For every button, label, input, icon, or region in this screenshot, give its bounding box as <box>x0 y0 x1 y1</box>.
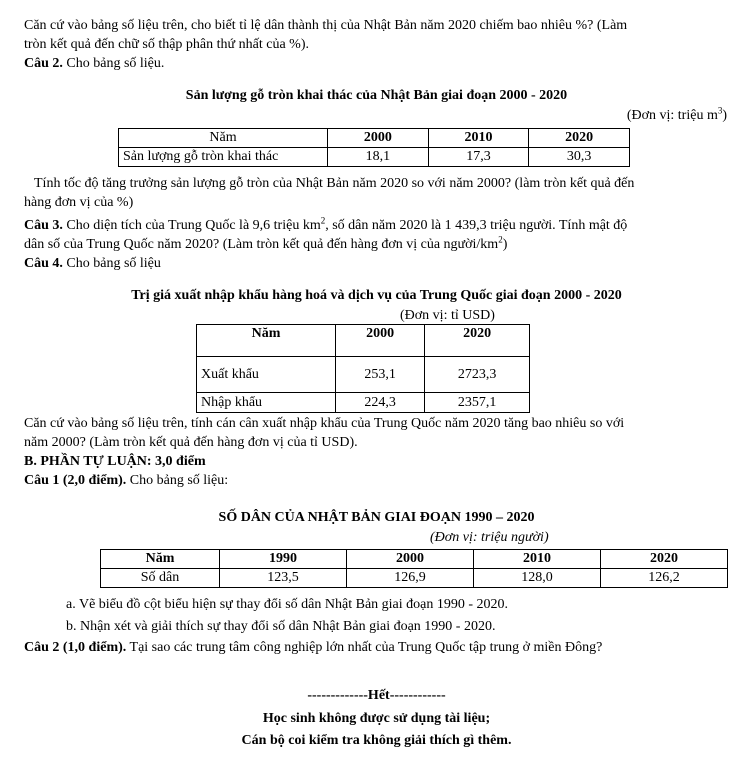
intro-line-2: tròn kết quả đến chữ số thập phân thứ nhất của %). <box>24 37 309 52</box>
essay1-unit: (Đơn vị: triệu người) <box>430 530 549 545</box>
essay1-item-b: b. Nhận xét và giải thích sự thay đổi số dân Nhật Bản giai đoạn 1990 - 2020. <box>66 619 496 634</box>
question-2-label: Câu 2. <box>24 56 63 71</box>
table-cell: 128,0 <box>474 569 601 588</box>
table-cell: 30,3 <box>529 148 630 167</box>
table-header-cell: 2000 <box>328 129 429 148</box>
part-b-heading: B. PHẦN TỰ LUẬN: 3,0 điểm <box>24 454 206 469</box>
table-cell: 253,1 <box>336 357 425 393</box>
q4-table-title: Trị giá xuất nhập khẩu hàng hoá và dịch vụ của Trung Quốc giai đoạn 2000 - 2020 <box>131 288 622 303</box>
q2-question-line-1: Tính tốc độ tăng trưởng sản lượng gỗ tròn của Nhật Bản năm 2020 so với năm 2000? (làm tròn kết quả đến <box>34 176 635 191</box>
table-cell: 123,5 <box>220 569 347 588</box>
end-marker: -------------Hết------------ <box>307 688 446 703</box>
table-cell: 126,2 <box>601 569 728 588</box>
table-cell: 2723,3 <box>425 357 530 393</box>
q3-line-1: Câu 3. Cho diện tích của Trung Quốc là 9,6 triệu $km^2$, số dân năm 2020 là 1 439,3 triệu người. Tính mật độ <box>24 215 628 233</box>
essay-1-intro: Câu 1 (2,0 điểm). Cho bảng số liệu: <box>24 473 229 488</box>
table-row-label: Số dân <box>101 569 220 588</box>
question-3-label: Câu 3. <box>24 218 63 233</box>
table-cell: 126,9 <box>347 569 474 588</box>
q2-unit: (Đơn vị: triệu $m^3$) <box>626 105 727 123</box>
essay1-item-a: a. Vẽ biểu đồ cột biểu hiện sự thay đổi số dân Nhật Bản giai đoạn 1990 - 2020. <box>66 597 509 612</box>
q4-table <box>196 324 530 413</box>
table-header-cell: 2010 <box>428 129 529 148</box>
table-row <box>197 357 530 393</box>
q2-table-title: Sản lượng gỗ tròn khai thác của Nhật Bản giai đoạn 2000 - 2020 <box>185 88 568 103</box>
table-header-row <box>119 129 630 148</box>
essay-2: Câu 2 (1,0 điểm). Tại sao các trung tâm công nghiệp lớn nhất của Trung Quốc tập trung ở miền Đông? <box>24 640 603 655</box>
question-2-intro <box>24 54 729 73</box>
table-row <box>197 393 530 413</box>
table-header-cell: Năm <box>119 129 328 148</box>
q2-question <box>24 174 729 212</box>
intro-block <box>24 16 729 73</box>
table-header-cell: Năm <box>197 325 336 357</box>
q3-line-2: dân số của Trung Quốc năm 2020? (Làm tròn kết quả đến hàng đơn vị của người/$km^2$) <box>24 234 508 252</box>
table-header-cell: 2020 <box>529 129 630 148</box>
intro-line-1: Căn cứ vào bảng số liệu trên, cho biết tỉ lệ dân thành thị của Nhật Bản năm 2020 chiếm bao nhiêu %? (Làm <box>24 18 628 33</box>
table-header-cell: Năm <box>101 550 220 569</box>
q4-question <box>24 414 729 490</box>
table-header-cell: 2000 <box>336 325 425 357</box>
table-row <box>119 148 630 167</box>
footer-note-2: Cán bộ coi kiểm tra không giải thích gì thêm. <box>241 733 512 748</box>
table-header-cell: 1990 <box>220 550 347 569</box>
table-header-cell: 2010 <box>474 550 601 569</box>
table-cell: 2357,1 <box>425 393 530 413</box>
table-row-label: Nhập khẩu <box>197 393 336 413</box>
essay-1-label: Câu 1 (2,0 điểm). <box>24 473 127 488</box>
essay-2-label: Câu 2 (1,0 điểm). <box>24 640 127 655</box>
table-row-label: Xuất khẩu <box>197 357 336 393</box>
q2-table <box>118 128 630 167</box>
question-3 <box>24 216 729 273</box>
table-header-row <box>197 325 530 357</box>
q4-unit: (Đơn vị: tỉ USD) <box>400 308 495 323</box>
q2-question-line-2: hàng đơn vị của %) <box>24 195 134 210</box>
table-row-label: Sản lượng gỗ tròn khai thác <box>119 148 328 167</box>
question-2-text: Cho bảng số liệu. <box>62 56 165 71</box>
table-header-cell: 2000 <box>347 550 474 569</box>
table-header-cell: 2020 <box>425 325 530 357</box>
essay1-items <box>24 595 729 657</box>
essay1-table <box>100 549 728 588</box>
table-row <box>101 569 728 588</box>
footer-note-1: Học sinh không được sử dụng tài liệu; <box>262 711 491 726</box>
q4-question-line-1: Căn cứ vào bảng số liệu trên, tính cán cân xuất nhập khẩu của Trung Quốc năm 2020 tăng bao nhiêu so với <box>24 416 625 431</box>
question-4-label: Câu 4. <box>24 256 63 271</box>
table-header-cell: 2020 <box>601 550 728 569</box>
table-header-row <box>101 550 728 569</box>
footer <box>24 686 729 750</box>
q4-question-line-2: năm 2000? (Làm tròn kết quả đến hàng đơn vị của tỉ USD). <box>24 435 358 450</box>
table-cell: 224,3 <box>336 393 425 413</box>
question-4-intro: Câu 4. Cho bảng số liệu <box>24 256 161 271</box>
table-cell: 18,1 <box>328 148 429 167</box>
table-cell: 17,3 <box>428 148 529 167</box>
essay1-table-title: SỐ DÂN CỦA NHẬT BẢN GIAI ĐOẠN 1990 – 2020 <box>218 510 535 525</box>
